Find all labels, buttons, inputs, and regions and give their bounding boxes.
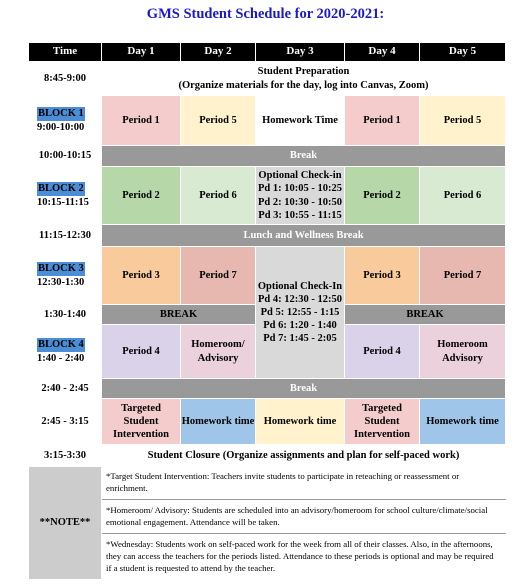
time-cell: 2:45 - 3:15 <box>29 399 102 445</box>
block4-day1: Period 4 <box>102 325 181 379</box>
time-cell: 11:15-12:30 <box>29 225 102 247</box>
block1-row <box>29 96 506 146</box>
break-bar: Break <box>102 146 506 167</box>
block-label: BLOCK 3 <box>38 263 84 275</box>
time-cell: 3:15-3:30 <box>29 445 102 467</box>
targeted-label: Targeted <box>121 402 161 414</box>
note-item: *Homeroom/ Advisory: Students are scheduled into an advisory/homeroom for school culture/climate/social emotional engagement. Attendance will be taken. <box>102 500 506 534</box>
advisory-label: Advisory <box>197 352 239 364</box>
header-day-1: Day 1 <box>102 43 181 62</box>
targeted-label: Student <box>364 415 400 427</box>
note-item: *Target Student Intervention: Teachers invite students to participate in reteaching or reassessment or enrichment. <box>102 467 506 500</box>
block1-day1: Period 1 <box>102 96 181 146</box>
block-label: BLOCK 4 <box>38 339 84 351</box>
block2-day5: Period 6 <box>420 167 506 225</box>
page-title: GMS Student Schedule for 2020-2021: <box>146 6 385 22</box>
block4-time-cell <box>29 325 102 379</box>
checkin-slot: Pd 2: 10:30 - 10:50 <box>258 196 342 208</box>
targeted-label: Student <box>123 415 159 427</box>
intervention-day4 <box>345 399 420 445</box>
homework-day3: Homework time <box>256 399 345 445</box>
prep-cell <box>102 62 506 96</box>
time-cell: 8:45-9:00 <box>29 62 102 96</box>
time-cell: 1:30-1:40 <box>29 305 102 325</box>
block3-day1: Period 3 <box>102 247 181 305</box>
targeted-label: Targeted <box>362 402 402 414</box>
targeted-label: Intervention <box>113 429 169 441</box>
checkin-slot: Pd 4: 12:30 - 12:50 <box>258 293 342 305</box>
checkin-slot: Pd 7: 1:45 - 2:05 <box>263 333 337 345</box>
homeroom-label: Homeroom <box>437 339 488 351</box>
time-cell: 10:00-10:15 <box>29 146 102 167</box>
block-time: 12:30-1:30 <box>37 276 85 288</box>
note-row-1 <box>29 467 506 500</box>
closure-cell: Student Closure (Organize assignments and plan for self-paced work) <box>102 445 506 467</box>
time-cell: 2:40 - 2:45 <box>29 379 102 399</box>
block3-row <box>29 247 506 305</box>
header-day-3: Day 3 <box>256 43 345 62</box>
header-day-5: Day 5 <box>420 43 506 62</box>
lunch-row <box>29 225 506 247</box>
block2-day4: Period 2 <box>345 167 420 225</box>
checkin-slot: Pd 1: 10:05 - 10:25 <box>258 183 342 195</box>
block3-day4: Period 3 <box>345 247 420 305</box>
intervention-day1 <box>102 399 181 445</box>
block2-time-cell <box>29 167 102 225</box>
checkin-title: Optional Check-In <box>257 280 343 292</box>
block1-time-cell <box>29 96 102 146</box>
checkin-slot: Pd 6: 1:20 - 1:40 <box>263 320 337 332</box>
targeted-label: Intervention <box>354 429 410 441</box>
note-item: *Wednesday: Students work on self-paced work for the week from all of their classes. Also, in the afternoons, they can access the teachers for the periods listed. Attendance to these periods is optional and may be required if a student is requested to attend by the teacher. <box>102 534 506 580</box>
block3-time-cell <box>29 247 102 305</box>
block-label: BLOCK 1 <box>38 108 84 120</box>
break-bar-left: BREAK <box>102 305 256 325</box>
note-label: **NOTE** <box>29 467 102 580</box>
closure-row <box>29 445 506 467</box>
lunch-bar: Lunch and Wellness Break <box>102 225 506 247</box>
homework-day2: Homework time <box>181 399 256 445</box>
header-time: Time <box>29 43 102 62</box>
block1-day5: Period 5 <box>420 96 506 146</box>
block3-day2: Period 7 <box>181 247 256 305</box>
block-label: BLOCK 2 <box>38 183 84 195</box>
header-day-4: Day 4 <box>345 43 420 62</box>
block-time: 10:15-11:15 <box>37 196 89 208</box>
block2-day1: Period 2 <box>102 167 181 225</box>
advisory-label: Advisory <box>442 352 483 364</box>
header-day-2: Day 2 <box>181 43 256 62</box>
block-time: 9:00-10:00 <box>37 121 85 133</box>
break3-row <box>29 379 506 399</box>
intervention-row <box>29 399 506 445</box>
block2-row <box>29 167 506 225</box>
header-row <box>29 43 506 62</box>
prep-title: Student Preparation <box>257 66 350 78</box>
schedule-table <box>28 42 506 580</box>
prep-row <box>29 62 506 96</box>
block2-day2: Period 6 <box>181 167 256 225</box>
block4-day5 <box>420 325 506 379</box>
block1-day4: Period 1 <box>345 96 420 146</box>
block1-day3: Homework Time <box>256 96 345 146</box>
checkin-slot: Pd 5: 12:55 - 1:15 <box>260 306 340 318</box>
checkin-afternoon <box>256 247 345 379</box>
checkin-title: Optional Check-in <box>258 170 342 182</box>
break-bar: Break <box>102 379 506 399</box>
homeroom-label: Homeroom/ <box>191 339 245 351</box>
block4-day4: Period 4 <box>345 325 420 379</box>
break-bar-right: BREAK <box>345 305 506 325</box>
prep-detail: (Organize materials for the day, log into Canvas, Zoom) <box>178 79 429 91</box>
block3-day5: Period 7 <box>420 247 506 305</box>
block-time: 1:40 - 2:40 <box>37 352 85 364</box>
break1-row <box>29 146 506 167</box>
block1-day2: Period 5 <box>181 96 256 146</box>
checkin-morning <box>256 167 345 225</box>
checkin-slot: Pd 3: 10:55 - 11:15 <box>258 209 342 221</box>
homework-day5: Homework time <box>420 399 506 445</box>
block4-day2 <box>181 325 256 379</box>
